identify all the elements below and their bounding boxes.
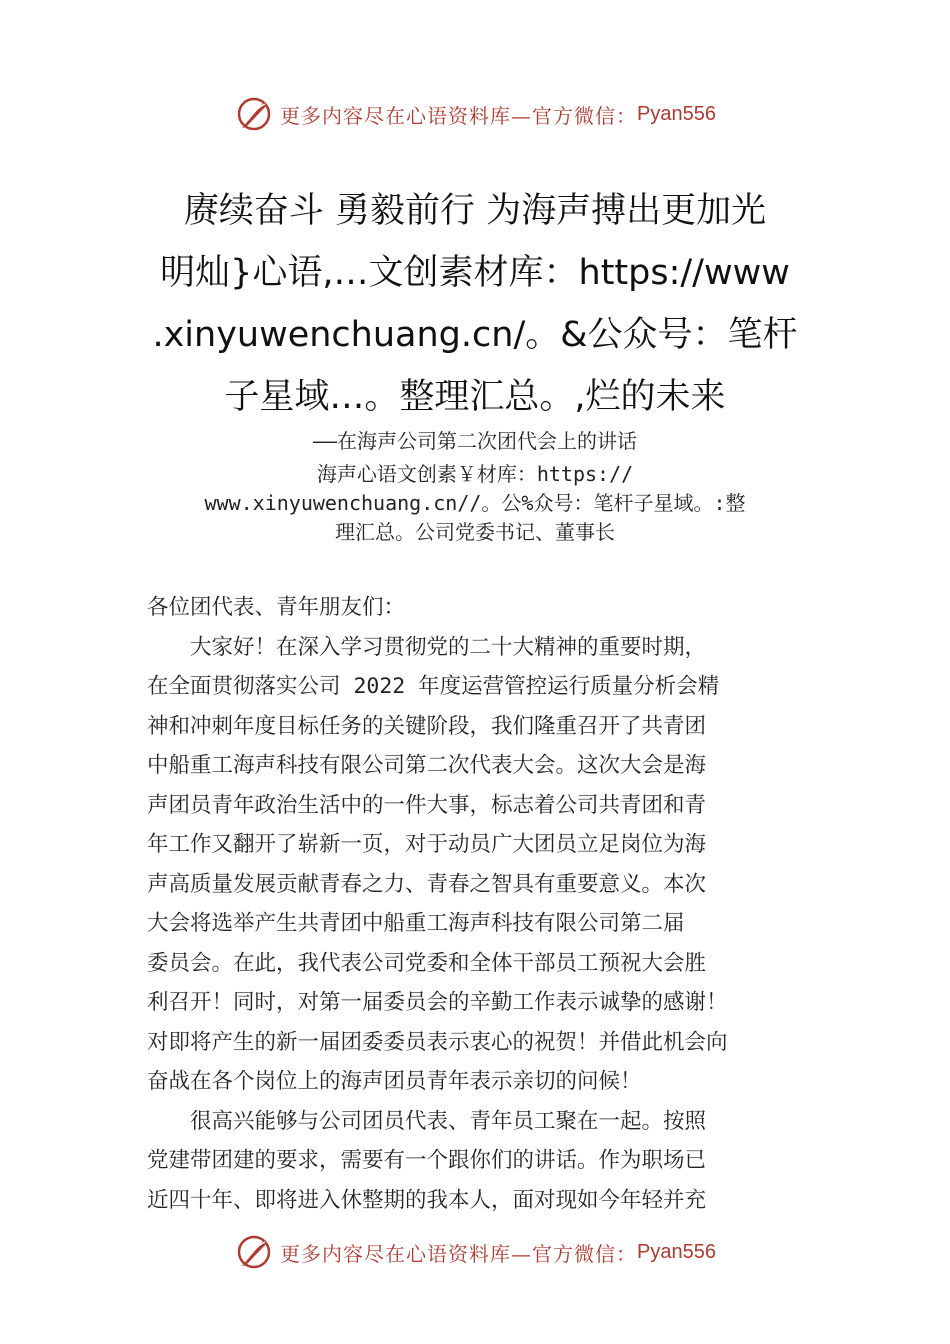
body-line: 年工作又翻开了崭新一页，对于动员广大团员立足岗位为海 <box>147 832 707 857</box>
quill-logo-icon <box>234 94 274 134</box>
body-line: 各位团代表、青年朋友们： <box>147 595 406 620</box>
body-line: 神和冲刺年度目标任务的关键阶段，我们隆重召开了共青团 <box>147 713 707 739</box>
speech-body <box>147 588 807 1220</box>
body-line: 大家好！在深入学习贯彻党的二十大精神的重要时期， <box>147 634 707 660</box>
speaker-line: 理汇总。公司党委书记、董事长 <box>335 520 615 544</box>
body-line: 对即将产生的新一届团委委员表示衷心的祝贺！并借此机会向 <box>147 1029 728 1055</box>
body-line: 很高兴能够与公司团员代表、青年员工聚在一起。按照 <box>147 1108 707 1134</box>
footer-banner <box>0 1230 950 1274</box>
body-line: 在全面贯彻落实公司 2022 年度运营管控运行质量分析会精 <box>147 674 720 699</box>
body-line: 声高质量发展贡献青春之力、青春之智具有重要意义。本次 <box>147 871 707 897</box>
document-title <box>150 180 800 428</box>
body-line: 利召开！同时，对第一届委员会的辛勤工作表示诚挚的感谢！ <box>147 990 728 1015</box>
body-line: 大会将选举产生共青团中船重工海声科技有限公司第二届 <box>147 911 685 936</box>
banner-text: 更多内容尽在心语资料库—官方微信： <box>280 103 638 128</box>
body-line: 委员会。在此，我代表公司党委和全体干部员工预祝大会胜 <box>147 950 707 976</box>
document-subtitle: ——在海声公司第二次团代会上的讲话 <box>312 429 638 453</box>
body-line: 中船重工海声科技有限公司第二次代表大会。这次大会是海 <box>147 753 707 778</box>
banner-contact: Pyan556 <box>637 102 716 125</box>
speaker-info <box>150 460 800 547</box>
speaker-line: 海声心语文创素￥材库：https:// <box>316 462 634 486</box>
body-line: 声团员青年政治生活中的一件大事，标志着公司共青团和青 <box>147 792 707 818</box>
body-line: 近四十年、即将进入休整期的我本人，面对现如今年轻并充 <box>147 1187 707 1213</box>
speaker-line: www.xinyuwenchuang.cn//。公%众号：笔杆子星域。:整 <box>204 491 746 515</box>
body-line: 党建带团建的要求，需要有一个跟你们的讲话。作为职场已 <box>147 1148 707 1173</box>
title-line: 明灿}心语,…文创素材库：https://www <box>160 253 790 293</box>
header-banner <box>0 92 950 136</box>
banner-contact: Pyan556 <box>637 1240 716 1263</box>
banner-text: 更多内容尽在心语资料库—官方微信： <box>280 1241 638 1266</box>
title-line: 赓续奋斗 勇毅前行 为海声搏出更加光 <box>183 191 767 231</box>
title-line: .xinyuwenchuang.cn/。&公众号：笔杆 <box>152 315 798 355</box>
body-line: 奋战在各个岗位上的海声团员青年表示亲切的问候！ <box>147 1069 642 1094</box>
title-line: 子星域…。整理汇总。,烂的未来 <box>224 377 726 417</box>
quill-logo-icon <box>234 1232 274 1272</box>
